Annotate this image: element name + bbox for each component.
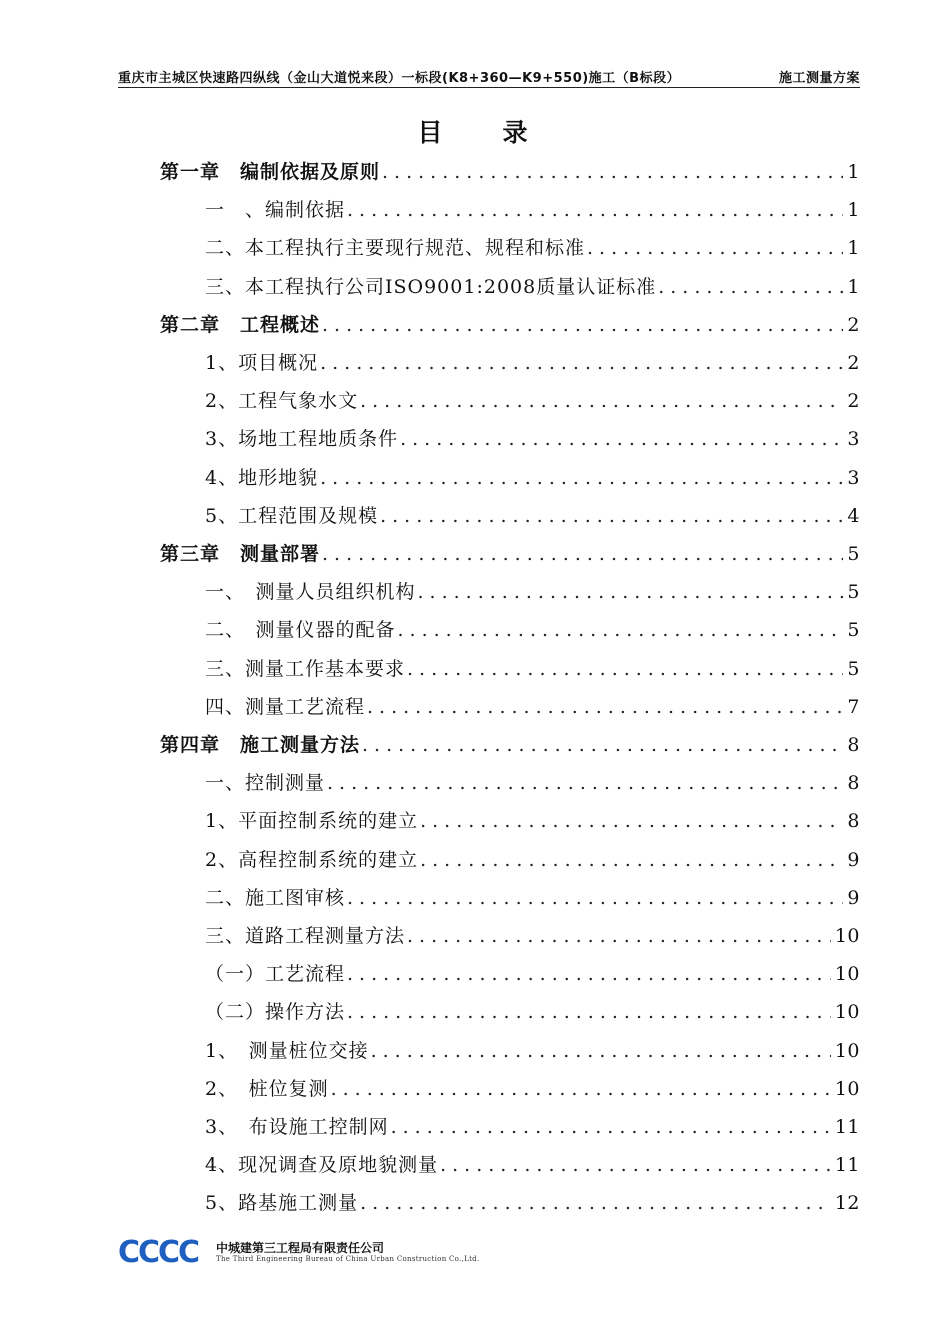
toc-entry-label: 一 、编制依据 (205, 199, 346, 222)
toc-entry-row[interactable] (205, 195, 860, 225)
toc-entry-row[interactable] (205, 1074, 860, 1104)
toc-entry-label: 第二章 工程概述 (160, 313, 321, 336)
toc-entry-label: 二、施工图审核 (205, 886, 346, 909)
toc-page-number: 11 (834, 1154, 860, 1177)
toc-entry-row[interactable] (205, 845, 860, 875)
toc-entry-row[interactable] (205, 806, 860, 836)
toc-page-number: 2 (847, 313, 860, 336)
toc-entry-label: 三、测量工作基本要求 (205, 657, 406, 680)
toc-entry-row[interactable] (205, 348, 860, 378)
toc-page-number: 10 (834, 963, 860, 986)
toc-entry-row[interactable] (205, 1150, 860, 1180)
toc-entry-label: （一）工艺流程 (205, 963, 346, 986)
toc-entry-label: 4、地形地貌 (205, 466, 319, 489)
header-document-title: 施工测量方案 (778, 71, 860, 86)
toc-entry-label: 2、工程气象水文 (205, 390, 359, 413)
toc-chapter-row[interactable] (160, 539, 860, 569)
toc-entry-label: 一、控制测量 (205, 772, 326, 795)
toc-leader-dots (420, 845, 843, 875)
toc-entry-label: 1、平面控制系统的建立 (205, 810, 419, 833)
toc-entry-row[interactable] (205, 692, 860, 722)
toc-entry-label: 三、本工程执行公司ISO9001:2008质量认证标准 (205, 275, 657, 298)
toc-entry-row[interactable] (205, 615, 860, 645)
toc-entry-label: 三、道路工程测量方法 (205, 925, 406, 947)
toc-chapter-row[interactable] (160, 157, 860, 187)
toc-entry-label: 一、 测量人员组织机构 (205, 581, 416, 604)
toc-entry-row[interactable] (205, 654, 860, 684)
toc-leader-dots (362, 730, 843, 760)
toc-leader-dots (420, 806, 843, 836)
toc-leader-dots (322, 539, 843, 569)
toc-entry-label: 第一章 编制依据及原则 (160, 161, 381, 183)
toc-page-number: 4 (847, 504, 860, 527)
toc-entry-label: 5、路基施工测量 (205, 1192, 359, 1215)
toc-leader-dots (347, 195, 843, 225)
company-name-en: The Third Engineering Bureau of China Urban Construction Co.,Ltd. (216, 1255, 480, 1263)
toc-entry-row[interactable] (205, 463, 860, 493)
header-project-title: 重庆市主城区快速路四纵线（金山大道悦来段）一标段(K8+360—K9+550)施工（B标段） (118, 71, 681, 86)
toc-leader-dots (418, 577, 844, 607)
toc-leader-dots (391, 1112, 831, 1142)
toc-entry-row[interactable] (205, 233, 860, 263)
toc-leader-dots (322, 310, 843, 340)
toc-leader-dots (320, 463, 843, 493)
toc-title: 目录 (417, 118, 588, 147)
toc-page-number: 5 (847, 581, 860, 604)
toc-page-number: 10 (834, 1001, 860, 1024)
toc-entry-label: 2、 桩位复测 (205, 1077, 329, 1100)
toc-entry-row[interactable] (205, 883, 860, 913)
toc-entry-label: （二）操作方法 (205, 1001, 346, 1024)
toc-leader-dots (331, 1074, 831, 1104)
page-footer (118, 1235, 518, 1270)
toc-page-number: 5 (847, 619, 860, 642)
toc-entry-row[interactable] (205, 921, 860, 951)
toc-leader-dots (398, 615, 844, 645)
toc-leader-dots (440, 1150, 831, 1180)
toc-entry-label: 1、项目概况 (205, 352, 319, 374)
toc-entry-row[interactable] (205, 272, 860, 302)
toc-entry-label: 二、 测量仪器的配备 (205, 619, 396, 642)
toc-page-number: 2 (847, 390, 860, 413)
toc-leader-dots (360, 1188, 831, 1218)
toc-page-number: 2 (847, 352, 860, 374)
toc-entry-row[interactable] (205, 768, 860, 798)
toc-chapter-row[interactable] (160, 310, 860, 340)
toc-entry-label: 二、本工程执行主要现行规范、规程和标准 (205, 237, 586, 260)
toc-entry-label: 四、测量工艺流程 (205, 695, 366, 718)
toc-page-number: 1 (847, 161, 860, 183)
toc-leader-dots (347, 959, 831, 989)
toc-page-number: 1 (847, 237, 860, 260)
toc-entry-label: 5、工程范围及规模 (205, 504, 379, 527)
toc-leader-dots (360, 386, 843, 416)
toc-leader-dots (347, 997, 831, 1027)
toc-entry-label: 3、场地工程地质条件 (205, 428, 399, 451)
toc-entry-label: 1、 测量桩位交接 (205, 1039, 369, 1062)
toc-page-number: 10 (834, 925, 860, 947)
toc-leader-dots (371, 1036, 831, 1066)
toc-leader-dots (382, 157, 843, 187)
toc-entry-row[interactable] (205, 1112, 860, 1142)
toc-entry-row[interactable] (205, 959, 860, 989)
toc-page-number: 8 (847, 772, 860, 795)
toc-leader-dots (407, 654, 843, 684)
toc-entry-row[interactable] (205, 577, 860, 607)
toc-leader-dots (587, 233, 843, 263)
toc-page-number: 8 (847, 810, 860, 833)
toc-entry-label: 第三章 测量部署 (160, 543, 321, 565)
toc-leader-dots (407, 921, 831, 951)
toc-entry-label: 3、 布设施工控制网 (205, 1116, 389, 1138)
company-logo: CCCC (118, 1235, 199, 1270)
toc-page-number: 9 (847, 848, 860, 871)
toc-leader-dots (327, 768, 843, 798)
toc-leader-dots (658, 272, 843, 302)
toc-page-number: 5 (847, 543, 860, 565)
toc-page-number: 12 (834, 1192, 860, 1215)
toc-page-number: 1 (847, 275, 860, 298)
toc-leader-dots (400, 424, 843, 454)
toc-page-number: 11 (834, 1116, 860, 1138)
toc-entry-row[interactable] (205, 501, 860, 531)
toc-entry-row[interactable] (205, 1036, 860, 1066)
toc-leader-dots (367, 692, 843, 722)
toc-leader-dots (320, 348, 843, 378)
toc-page-number: 3 (847, 428, 860, 451)
toc-page-number: 7 (847, 695, 860, 718)
company-name-cn: 中城建第三工程局有限责任公司 (216, 1241, 385, 1255)
toc-leader-dots (380, 501, 843, 531)
toc-page-number: 1 (847, 199, 860, 222)
toc-page-number: 8 (847, 734, 860, 756)
toc-entry-row[interactable] (205, 386, 860, 416)
toc-chapter-row[interactable] (160, 730, 860, 760)
toc-entry-row[interactable] (205, 997, 860, 1027)
toc-entry-row[interactable] (205, 1188, 860, 1218)
page-header (118, 67, 860, 88)
toc-leader-dots (347, 883, 843, 913)
toc-page-number: 10 (834, 1077, 860, 1100)
toc-entry-label: 第四章 施工测量方法 (160, 734, 361, 756)
toc-entry-row[interactable] (205, 424, 860, 454)
toc-entry-label: 2、高程控制系统的建立 (205, 848, 419, 871)
toc-page-number: 9 (847, 886, 860, 909)
toc-entry-label: 4、现况调查及原地貌测量 (205, 1154, 439, 1177)
toc-page-number: 3 (847, 466, 860, 489)
toc-page-number: 10 (834, 1039, 860, 1062)
toc-page-number: 5 (847, 657, 860, 680)
